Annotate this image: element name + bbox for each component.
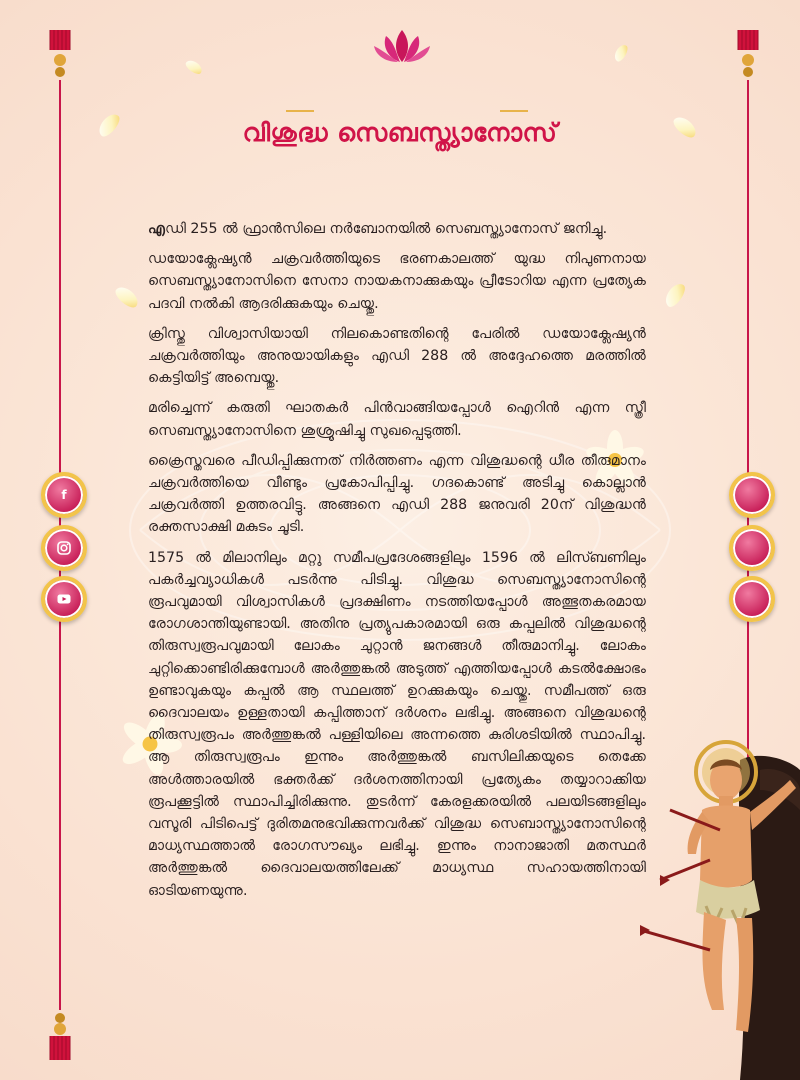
paragraph: 1575 ൽ മിലാനിലും മറ്റു സമീപപ്രദേശങ്ങളിലും 1596 ൽ ലിസ്ബണിലും പകർച്ചവ്യാധികൾ പടർന്നു പിടിച്ചു. വിശുദ്ധ സെബസ്ത്യാനോസിന്റെ രൂപവുമായി വിശ്വാസികൾ പ്രദക്ഷിണം നടത്തിയപ്പോൾ അത്ഭുതകരമായ രോഗശാന്തിയുണ്ടായി. അതിനു പ്രത്യുപകാരമായി ഒരു കപ്പലിൽ വിശുദ്ധന്റെ തിരുസ്വരൂപവുമായി ലോകം ചുറ്റാൻ ജനങ്ങൾ തീരുമാനിച്ചു. ലോകം ചുറ്റിക്കൊണ്ടിരിക്കുമ്പോൾ അർത്തുങ്കൽ അടുത്ത് എത്തിയപ്പോൾ കടൽക്ഷോഭം ഉണ്ടാവുകയും കപ്പൽ ആ സ്ഥലത്ത് ഉറക്കുകയും ചെയ്തു. സമീപത്ത് ഒരു ദൈവാലയം ഉള്ളതായി കപ്പിത്താന് ദർശനം ലഭിച്ചു. അങ്ങനെ വിശുദ്ധന്റെ തിരുസ്വരൂപം അർത്തുങ്കൽ പള്ളിയിലെ അന്നത്തെ കുരിശടിയിൽ സ്ഥാപിച്ചു. ആ തിരുസ്വരൂപം ഇന്നും അർത്തുങ്കൽ ബസിലിക്കയുടെ തെക്കേ അൾത്താരയിൽ ഭക്തർക്ക് ദർശനത്തിനായി പ്രത്യേകം തയ്യാറാക്കിയ രൂപക്കൂട്ടിൽ സ്ഥാപിച്ചിരിക്കുന്നു. തുടർന്ന് കേരളക്കരയിൽ പലയിടങ്ങളിലും വസൂരി പിടിപെട്ട് ദുരിതമനുഭവിക്കുന്നവർക്ക് വിശുദ്ധ സെബാസ്ത്യാനോസിന്റെ മാധ്യസ്ഥത്താൽ രോഗസൗഖ്യം ലഭിച്ചു. ഇന്നും നാനാജാതി മതസ്ഥർ അർത്തുങ്കൽ ദൈവാലയത്തിലേക്ക് മാധ്യസ്ഥ സഹായത്തിനായി ഓടിയണയുന്നു. [148,549,646,899]
decorative-button [729,576,775,622]
paragraph-text: ഡി 255 ൽ ഫ്രാൻസിലെ നർബോനയിൽ സെബസ്ത്യാനോസ് ജനിച്ചു. [165,221,608,237]
tassel-bottom-icon [48,1012,72,1062]
instagram-button[interactable] [41,525,87,571]
paragraph: മരിച്ചെന്ന് കരുതി ഘാതകർ പിൻവാങ്ങിയപ്പോൾ ഐറിൻ എന്ന സ്ത്രീ സെബസ്ത്യാനോസിനെ ശുശ്രൂഷിച്ചു സുഖപ്പെടുത്തി. [148,400,646,439]
youtube-icon [57,592,71,606]
petal-decoration [612,43,630,64]
lead-letter: എ [148,221,166,237]
paragraph: ക്രിസ്തു വിശ്വാസിയായി നിലകൊണ്ടതിന്റെ പേരിൽ ഡയോക്ലേഷ്യൻ ചക്രവർത്തിയും അനുയായികളും എഡി 288 ൽ അദ്ദേഹത്തെ മരത്തിൽ കെട്ടിയിട്ട് അമ്പെയ്തു. [148,325,646,387]
tassel-top-icon [736,30,760,80]
paragraph: ക്രൈസ്തവരെ പീഡിപ്പിക്കുന്നത് നിർത്തണം എന്ന വിശുദ്ധന്റെ ധീര തീരുമാനം ചക്രവർത്തിയെ വീണ്ടും പ്രകോപിപ്പിച്ചു. ഗദകൊണ്ട് അടിച്ചു കൊല്ലാൻ ചക്രവർത്തി ഉത്തരവിട്ടു. അങ്ങനെ എഡി 288 ജനുവരി 20ന് വിശുദ്ധൻ രക്തസാക്ഷി മകുടം ചൂടി. [148,452,646,536]
instagram-icon [57,541,71,555]
decorative-button [729,472,775,518]
title-rule-left [286,110,314,112]
tassel-top-icon [48,30,72,80]
petal-decoration [184,58,204,77]
page-title: വിശുദ്ധ സെബസ്ത്യാനോസ് [242,118,558,147]
youtube-button[interactable] [41,576,87,622]
paragraph: ഡയോക്ലേഷ്യൻ ചക്രവർത്തിയുടെ ഭരണകാലത്ത് യുദ്ധ നിപുണനായ സെബസ്ത്യാനോസിനെ സേനാ നായകനാക്കുകയും പ്രീടോറിയ എന്ന പ്രത്യേക പദവി നൽകി ആദരിക്കുകയും ചെയ്തു. [148,251,646,312]
title-rule-right [500,110,528,112]
lotus-icon [370,26,434,64]
facebook-button[interactable] [41,472,87,518]
article-body [148,218,646,910]
paragraph [148,218,646,240]
decorative-button [729,525,775,571]
facebook-icon: f [61,488,67,502]
saint-sebastian-statue-image [640,730,800,1080]
